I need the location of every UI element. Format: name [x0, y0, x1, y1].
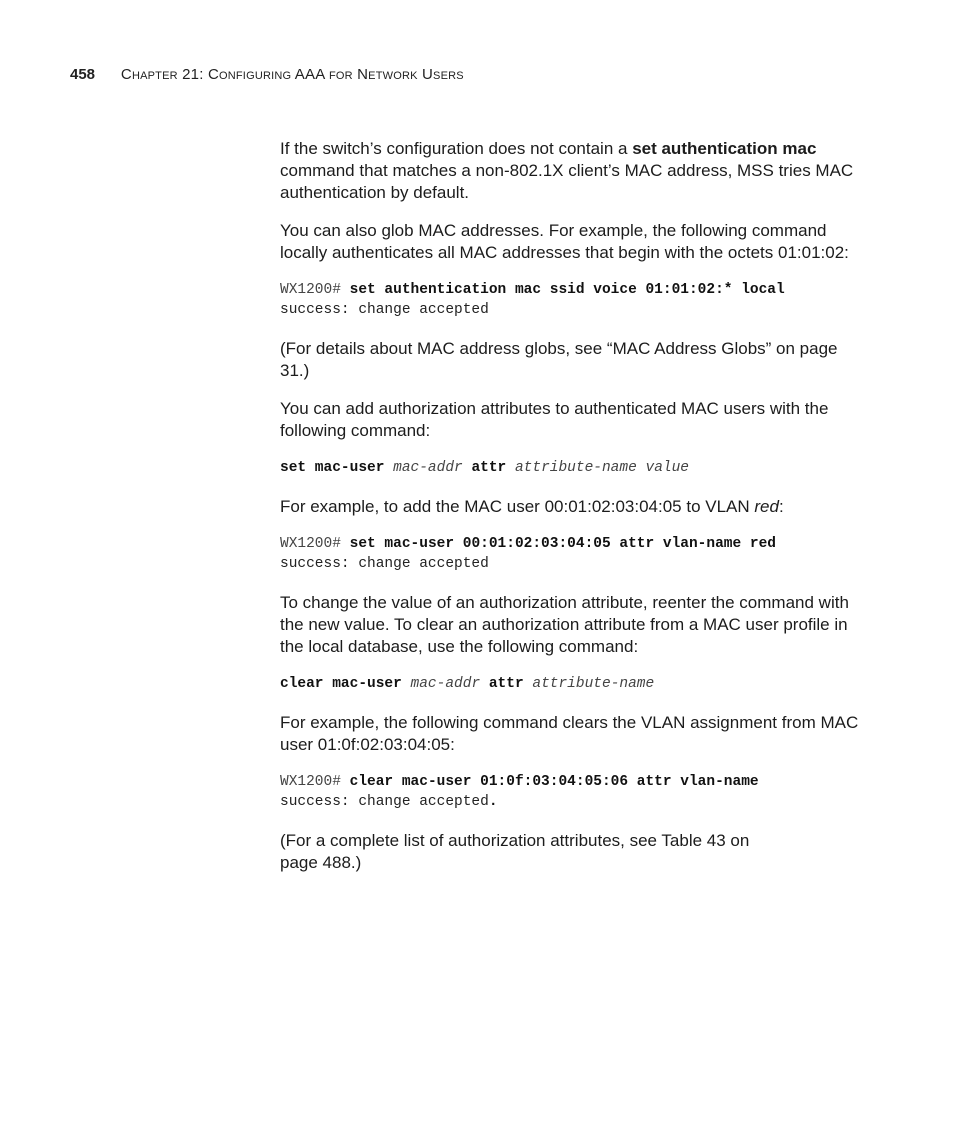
paragraph-glob-mac: You can also glob MAC addresses. For example, the following command locally authenticates all MAC addresses that begin with the octets 01:01:02: — [280, 221, 849, 262]
cli-response: success: change accepted — [280, 556, 489, 572]
cli-command: clear mac-user 01:0f:03:04:05:06 attr vlan-name — [349, 774, 759, 790]
page-number: 458 — [70, 66, 96, 83]
cli-prompt: WX1200# — [280, 774, 350, 790]
inline-command: set authentication mac — [632, 139, 817, 158]
running-header — [70, 66, 464, 83]
cli-response: success: change accepted. — [280, 794, 498, 810]
paragraph-attributes-reference: (For a complete list of authorization attributes, see Table 43 on page 488.) — [280, 831, 750, 872]
cli-prompt: WX1200# — [280, 536, 350, 552]
paragraph-add-vlan-example: For example, to add the MAC user 00:01:02:03:04:05 to VLAN red: — [280, 497, 784, 516]
chapter-title: Chapter 21: Configuring AAA for Network Users — [120, 66, 464, 83]
paragraph-add-attributes: You can add authorization attributes to authenticated MAC users with the following command: — [280, 399, 829, 440]
paragraph-glob-reference: (For details about MAC address globs, see “MAC Address Globs” on page 31.) — [280, 339, 838, 380]
paragraph-change-clear: To change the value of an authorization attribute, reenter the command with the new value. To clear an authorization attribute from a MAC user profile in the local database, use the following command: — [280, 593, 849, 656]
syntax-clear-mac-user: clear mac-user mac-addr attr attribute-name — [280, 676, 655, 692]
paragraph-default-mac-auth: If the switch’s configuration does not contain a set authentication mac command that matches a non-802.1X client’s MAC address, MSS tries MAC authentication by default. — [280, 139, 854, 202]
paragraph-clear-example: For example, the following command clears the VLAN assignment from MAC user 01:0f:02:03:04:05: — [280, 713, 859, 754]
cli-prompt: WX1200# — [280, 282, 350, 298]
code-example-glob — [280, 280, 870, 320]
cli-response: success: change accepted — [280, 302, 489, 318]
syntax-set-mac-user: set mac-user mac-addr attr attribute-name value — [280, 460, 689, 476]
code-example-set-vlan — [280, 534, 870, 574]
cli-command: set authentication mac ssid voice 01:01:02:* local — [349, 282, 785, 298]
cli-command: set mac-user 00:01:02:03:04:05 attr vlan-name red — [349, 536, 776, 552]
code-example-clear-vlan — [280, 772, 870, 812]
page-content — [280, 138, 870, 890]
